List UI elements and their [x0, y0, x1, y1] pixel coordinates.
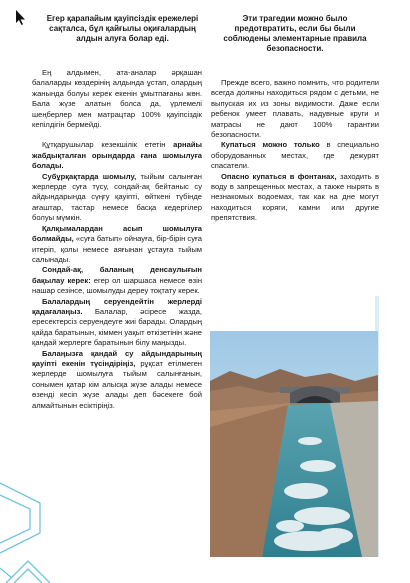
canal-photo: [210, 331, 378, 557]
kazakh-column: [32, 0, 202, 411]
russian-p3-text: заходить в воду в запрещенных местах, а также нырять в незнакомых водоемах, так как на дне могут находиться коряги, камни или другие препятствия.: [211, 171, 379, 223]
cursor-arrow-icon: [16, 10, 26, 26]
kazakh-p4-bold: Қалқымалардан асып шомылуға болмайды,: [32, 223, 202, 244]
russian-heading: Эти трагедии можно было предотвратить, если бы были соблюдены элементарные правила безопасности.: [223, 14, 367, 53]
kazakh-paragraph-5: [32, 265, 202, 296]
russian-paragraph-2: [211, 140, 379, 171]
kazakh-paragraph-3: [32, 172, 202, 224]
kazakh-p6-bold: Балалардың серуендейтін жерлерді қадағалаңыз.: [32, 296, 202, 316]
kazakh-paragraph-4: [32, 224, 202, 266]
russian-p2-text: в специально оборудованных местах, где дежурят спасатели.: [211, 140, 379, 171]
kazakh-paragraph-7: [32, 349, 202, 411]
kazakh-heading: Егер қарапайым қауіпсіздік ережелері сақталса, бұл қайғылы оқиғалардың алдын алуға болар еді.: [46, 14, 199, 43]
russian-column: [211, 0, 379, 224]
kazakh-paragraph-6: [32, 297, 202, 349]
kazakh-p4-text: «суға батып» ойнауға, бір-бірін суға итеріп, қолы немесе аяғынан ұстауға тыйым салынады.: [32, 234, 202, 264]
kazakh-p2-bold: арнайы жабдықталған орындарда ғана шомылуға болады.: [32, 140, 202, 171]
russian-paragraph-1: Прежде всего, важно помнить, что родители всегда должны находиться рядом с детьми, не выпуская их из зоны видимости. Даже если ребенок умеет плавать, надувные круги и матрасы не дают 100% гарантии безопасности.: [211, 78, 379, 140]
decorative-lines-icon: [0, 473, 60, 583]
russian-p2-bold: Купаться можно только: [221, 140, 320, 150]
kazakh-p7-text: рұқсат етілмеген жерлерде шомылуға тыйым салынғанын, сонымен қатар кім алысқа жүзе алады немесе өзенді кесіп жүзе алады деп бәсекеге бой алмайтынын есіктіріңіз.: [32, 358, 202, 410]
kazakh-p3-text: тыйым салынған жерлерде суға түсу, сондай-ақ бейтаныс су айдындарында сүңгу қауіпті, өйткені түбінде ағаштар, тастар немесе басқа кедергілер болуы мүмкін.: [32, 171, 202, 223]
kazakh-paragraph-2: [32, 140, 202, 171]
kazakh-p5-text: егер ол шаршаса немесе өзін нашар сезінсе, шомылуды дереу тоқтату керек.: [32, 275, 203, 296]
kazakh-p3-bold: Субұрқақтарда шомылу,: [42, 171, 137, 181]
kazakh-p7-bold: Балаңызға қандай су айдындарының қауіпті екенін түсіндіріңіз,: [32, 348, 202, 368]
kazakh-p5-bold: Сондай-ақ, баланың денсаулығын бақылау керек:: [32, 265, 202, 285]
kazakh-p2-text: Құтқарушылар кезекшілік ететін: [42, 140, 174, 150]
kazakh-paragraph-1: Ең алдымен, ата-аналар әрқашан балаларды көздерінің алдында ұстап, олардың жанында болуы керек екенін ұмытпағаны жөн. Бала жүзе алатын болса да, үрлемелі шеңберлер мен матрацтар 100% қауіпсіздік кепілдігін бермейді.: [32, 68, 202, 130]
russian-paragraph-3: [211, 172, 379, 224]
russian-p3-bold: Опасно купаться в фонтанах,: [221, 171, 337, 181]
kazakh-p6-text: Балалар, әсіресе жазда, ересектерсіз серуендеуге жиі барады. Олардың қайда баратынын, кіммен уақыт өткізетінін және қандай жерлерге баратынын білу маңызды.: [32, 306, 202, 348]
